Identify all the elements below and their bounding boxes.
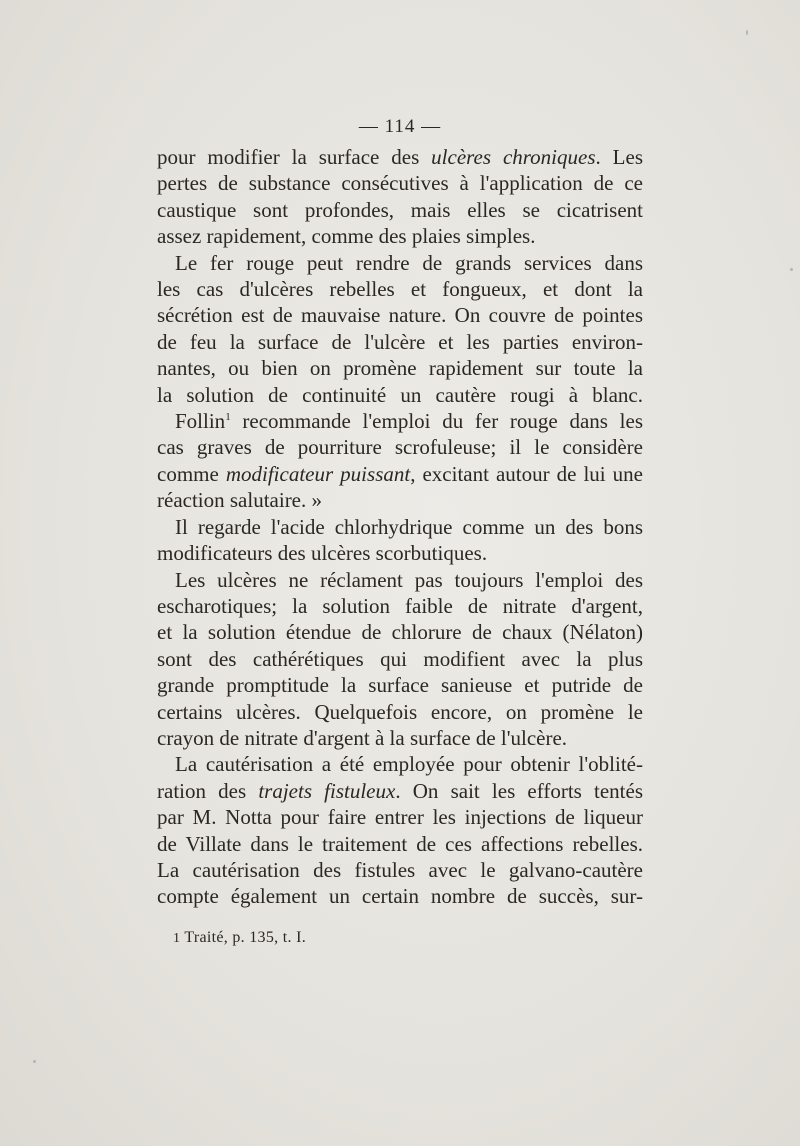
- text-line: certains ulcères. Quelquefois encore, on promène le: [157, 699, 643, 724]
- text-line: les cas d'ulcères rebelles et fongueux, et dont la: [157, 277, 643, 302]
- text-line: réaction salutaire. »: [157, 488, 323, 513]
- text-line: par M. Notta pour faire entrer les injections de liqueur: [157, 805, 643, 830]
- text-line: crayon de nitrate d'argent à la surface de l'ulcère.: [157, 725, 568, 750]
- footnote: [173, 929, 306, 947]
- text-line: La cautérisation des fistules avec le galvano-cautère: [157, 857, 643, 882]
- text-line: ration des trajets fistuleux. On sait les efforts tentés: [157, 778, 643, 803]
- footnote-ref: 1: [225, 411, 231, 424]
- text-line: grande promptitude la surface sanieuse et putride de: [157, 673, 643, 698]
- text-line: Les ulcères ne réclament pas toujours l'emploi des: [175, 567, 643, 592]
- paper-speck: [33, 1060, 36, 1063]
- text-line: pour modifier la surface des ulcères chroniques. Les: [157, 145, 643, 169]
- text-line: escharotiques; la solution faible de nitrate d'argent,: [157, 593, 643, 618]
- text-line: de Villate dans le traitement de ces affections rebelles.: [157, 831, 643, 856]
- page-number: — 114 —: [358, 116, 442, 137]
- text-line: Follin$^1$ recommande l'emploi du fer rouge dans les: [175, 409, 643, 434]
- text-line: La cautérisation a été employée pour obtenir l'oblité-: [175, 752, 643, 777]
- text-line: caustique sont profondes, mais elles se cicatrisent: [157, 197, 643, 222]
- text-line: de feu la surface de l'ulcère et les parties environ-: [157, 329, 643, 354]
- text-line: assez rapidement, comme des plaies simples.: [157, 224, 536, 249]
- text-line: la solution de continuité un cautère rougi à blanc.: [157, 382, 643, 407]
- text-line: modificateurs des ulcères scorbutiques.: [157, 541, 488, 566]
- paper-speck: [746, 30, 748, 35]
- text-line: et la solution étendue de chlorure de chaux (Nélaton): [157, 620, 643, 645]
- text-line: Le fer rouge peut rendre de grands services dans: [175, 250, 643, 275]
- text-line: compte également un certain nombre de succès, sur-: [157, 884, 643, 909]
- footnote-text: Traité, p. 135, t. I.: [184, 929, 307, 946]
- text-line: Il regarde l'acide chlorhydrique comme un des bons: [175, 514, 643, 539]
- text-line: pertes de substance consécutives à l'application de ce: [157, 171, 643, 196]
- body-text: [157, 144, 643, 910]
- text-line: nantes, ou bien on promène rapidement sur toute la: [157, 356, 643, 381]
- text-line: comme modificateur puissant, excitant autour de lui une: [157, 461, 643, 486]
- text-line: sécrétion est de mauvaise nature. On couvre de pointes: [157, 303, 643, 328]
- text-line: cas graves de pourriture scrofuleuse; il le considère: [157, 435, 643, 460]
- text-line: sont des cathérétiques qui modifient avec la plus: [157, 646, 643, 671]
- paper-speck: [790, 268, 793, 271]
- footnote-mark: 1: [173, 931, 181, 946]
